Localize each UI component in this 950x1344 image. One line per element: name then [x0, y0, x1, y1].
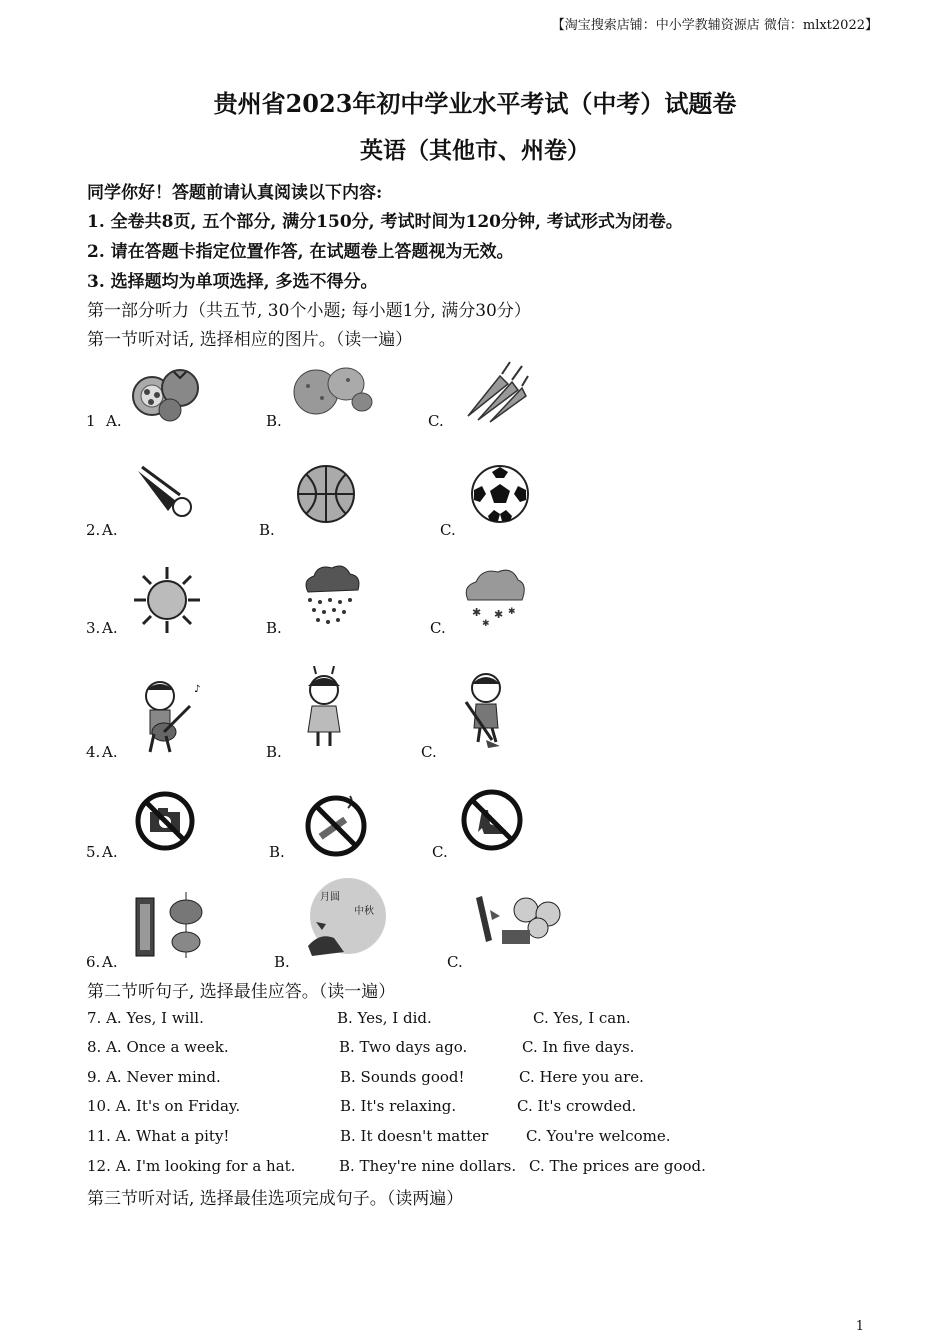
option-b: B. It doesn't matter	[340, 1127, 489, 1145]
rule-line: 2. 请在答题卡指定位置作答, 在试题卷上答题视为无效。	[87, 242, 514, 262]
option-c: C. Yes, I can.	[533, 1009, 631, 1027]
no-high-heels-icon	[460, 788, 524, 852]
exam-subtitle: 英语（其他市、州卷）	[360, 137, 590, 164]
option-b: B. Sounds good!	[340, 1068, 465, 1086]
option-c: C. You're welcome.	[526, 1127, 671, 1145]
page-number: 1	[855, 1319, 864, 1334]
option-b: B. Yes, I did.	[337, 1009, 432, 1027]
option-a-label: A.	[102, 619, 118, 637]
basketball-icon	[296, 464, 356, 524]
no-photos-icon	[134, 790, 196, 852]
option-c-label: C.	[421, 743, 437, 761]
tomatoes-icon	[130, 358, 202, 424]
svg-text:✱: ✱	[508, 607, 516, 617]
sun-icon	[132, 565, 202, 635]
option-b-label: B.	[266, 743, 282, 761]
snow-cloud-icon	[460, 566, 528, 628]
svg-text:✱: ✱	[482, 619, 490, 628]
option-c-label: C.	[447, 953, 463, 971]
option-a: 12. A. I'm looking for a hat.	[87, 1157, 296, 1175]
option-b-label: B.	[274, 953, 290, 971]
option-a: 11. A. What a pity!	[87, 1127, 230, 1145]
option-a-label: A.	[102, 953, 118, 971]
part-heading: 第一部分听力（共五节, 30个小题; 每小题1分, 满分30分）	[87, 301, 531, 321]
option-b: B. Two days ago.	[339, 1038, 468, 1056]
exam-title: 贵州省2023年初中学业水平考试（中考）试题卷	[213, 89, 737, 118]
shuttlecock-icon	[134, 463, 198, 521]
question-number: 1	[86, 412, 96, 430]
question-number: 6.	[86, 953, 101, 971]
option-b: B. It's relaxing.	[340, 1097, 457, 1115]
rain-cloud-icon	[296, 562, 366, 628]
option-b: B. They're nine dollars.	[339, 1157, 517, 1175]
option-a-label: A.	[102, 521, 118, 539]
header-note: 【淘宝搜索店铺：中小学教辅资源店 微信：mlxt2022】	[551, 18, 878, 33]
option-c-label: C.	[440, 521, 456, 539]
option-c: C. The prices are good.	[529, 1157, 706, 1175]
section-heading: 第三节听对话, 选择最佳选项完成句子。（读两遍）	[87, 1189, 464, 1209]
question-number: 3.	[86, 619, 101, 637]
girl-singing-icon	[294, 666, 354, 750]
girl-guitar-icon	[128, 676, 212, 756]
option-a: 7. A. Yes, I will.	[87, 1009, 204, 1027]
carrots-icon	[460, 358, 530, 424]
svg-text:♪: ♪	[194, 684, 201, 695]
dragon-boat-icon	[472, 886, 568, 948]
option-c-label: C.	[432, 843, 448, 861]
option-b-label: B.	[259, 521, 275, 539]
option-b-label: B.	[269, 843, 285, 861]
option-c: C. In five days.	[522, 1038, 635, 1056]
section-heading: 第二节听句子, 选择最佳应答。（读一遍）	[87, 982, 396, 1002]
section-heading: 第一节听对话, 选择相应的图片。（读一遍）	[87, 330, 413, 350]
mid-autumn-text: 中秋	[354, 906, 374, 917]
mid-autumn-icon	[300, 876, 390, 962]
option-c-label: C.	[430, 619, 446, 637]
spring-festival-lanterns-icon	[130, 890, 214, 960]
option-a: 9. A. Never mind.	[87, 1068, 221, 1086]
rule-line: 3. 选择题均为单项选择, 多选不得分。	[87, 272, 378, 292]
soccer-ball-icon	[470, 464, 530, 524]
option-a: 10. A. It's on Friday.	[87, 1097, 241, 1115]
option-a-label: A.	[106, 412, 122, 430]
rule-line: 1. 全卷共8页, 五个部分, 满分150分, 考试时间为120分钟, 考试形式为闭卷。	[87, 212, 683, 232]
question-number: 5.	[86, 843, 101, 861]
option-c: C. Here you are.	[519, 1068, 644, 1086]
option-a-label: A.	[102, 843, 118, 861]
no-smoking-icon	[304, 794, 368, 858]
option-c-label: C.	[428, 412, 444, 430]
option-b-label: B.	[266, 619, 282, 637]
potatoes-icon	[292, 362, 374, 418]
option-b-label: B.	[266, 412, 282, 430]
mid-autumn-text: 月圆	[320, 892, 340, 903]
question-number: 2.	[86, 521, 101, 539]
option-c: C. It's crowded.	[517, 1097, 637, 1115]
question-number: 4.	[86, 743, 101, 761]
girl-sweeping-icon	[452, 668, 518, 748]
option-a: 8. A. Once a week.	[87, 1038, 229, 1056]
intro-line: 同学你好！答题前请认真阅读以下内容:	[87, 183, 383, 203]
svg-text:✱: ✱	[472, 606, 482, 619]
option-a-label: A.	[102, 743, 118, 761]
svg-text:✱: ✱	[494, 608, 504, 621]
